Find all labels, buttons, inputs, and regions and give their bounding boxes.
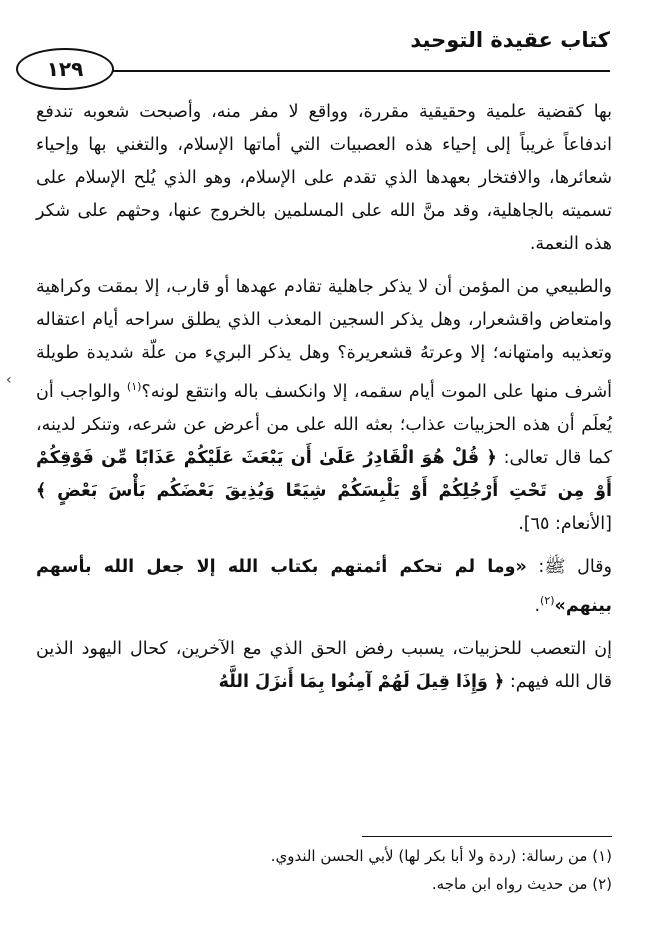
- paragraph-3: [36, 551, 612, 623]
- paragraph-2: [36, 271, 612, 541]
- page-body: [36, 96, 612, 709]
- quran-verse-partial: ﴿ وَإِذَا قِيلَ لَهُمْ آمِنُوا بِمَا أَنزَلَ اللَّهُ: [218, 671, 505, 692]
- paragraph-1: بها كقضية علمية وحقيقية مقررة، وواقع لا مفر منه، وأصبحت شعوبه تندفع اندفاعاً غريباً إلى إحياء هذه العصبيات التي أماتها الإسلام، والتغني بها وإحياء شعائرها، والافتخار بعهدها الذي تقدم على الإسلام، وهو الذي يُلح الإسلام على تسميته بالجاهلية، وقد منَّ الله على المسلمين بالخروج عنها، وحثهم على شكر هذه النعمة.: [36, 102, 612, 254]
- verse-reference: [الأنعام: ٦٥].: [518, 513, 612, 534]
- margin-mark: ‹: [6, 372, 12, 388]
- hadith-quote: «وما لم تحكم أئمتهم بكتاب الله إلا جعل الله بأسهم بينهم»: [36, 556, 612, 616]
- paragraph-4: [36, 633, 612, 699]
- footnote-ref-1: (١): [126, 380, 142, 393]
- paragraph-4-text: إن التعصب للحزبيات، يسبب رفض الحق الذي مع الآخرين، كحال اليهود الذين قال الله فيهم:: [36, 638, 612, 692]
- footnote-1: (١) من رسالة: (ردة ولا أبا بكر لها) لأبي الحسن الندوي.: [270, 847, 612, 865]
- paragraph-2-text-a: والطبيعي من المؤمن أن لا يذكر جاهلية تقادم عهدها أو قارب، إلا بمقت وكراهية وامتعاض واقشعرار، وهل يذكر السجين المعذب الذي يطلق سراحه أيام اعتقاله وتعذيبه وامتهانه؛ إلا وعرتهُ قشعريرة؟ وهل يذكر البريء من علّة شديدة طويلة أشرف منها على الموت أيام سقمه، إلا وانكسف باله وانتقع لونه؟: [36, 277, 612, 402]
- footnote-2: (٢) من حديث رواه ابن ماجه.: [431, 875, 612, 893]
- running-header-title: كتاب عقيدة التوحيد: [410, 28, 610, 52]
- footnote-separator: [362, 836, 612, 837]
- page-number: ١٢٩: [46, 57, 84, 81]
- paragraph-3-end: .: [534, 595, 541, 616]
- paragraph-2-text-b: والواجب أن يُعلَم أن هذه الحزبيات عذاب؛ بعثه الله على من أعرض عن شرعه، وتنكر لدينه، كما قال تعالى:: [36, 381, 612, 468]
- footnote-ref-2: (٢): [540, 593, 555, 607]
- footnotes: [36, 842, 612, 898]
- paragraph-3-text: وقال ﷺ:: [526, 556, 612, 577]
- header-rule: [112, 70, 610, 72]
- page-number-badge: [16, 48, 114, 90]
- quran-verse-anam-65: ﴿ قُلْ هُوَ الْقَادِرُ عَلَىٰ أَن يَبْعَثَ عَلَيْكُمْ عَذَابًا مِّن فَوْقِكُمْ أَوْ مِن تَحْتِ أَرْجُلِكُمْ أَوْ يَلْبِسَكُمْ شِيَعًا وَيُذِيقَ بَعْضَكُم بَأْسَ بَعْضٍ ﴾: [36, 447, 612, 501]
